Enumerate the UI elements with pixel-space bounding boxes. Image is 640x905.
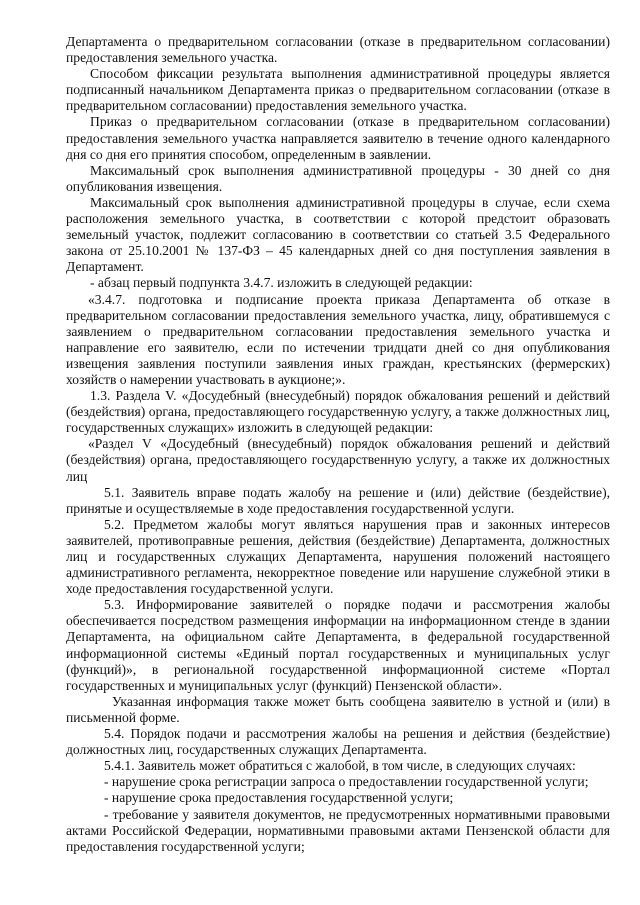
paragraph: Максимальный срок выполнения административной процедуры в случае, если схема расположения земельного участка, в соответствии с которой предстоит образовать земельный участок, подлежит согласованию в соответствии со статьей 3.5 Федерального закона от 25.10.2001 № 137-ФЗ – 45 календарных дней со дня поступления заявления в Департамент. bbox=[66, 194, 610, 275]
paragraph: Способом фиксации результата выполнения административной процедуры является подписанный начальником Департамента приказ о предварительном согласовании (отказе в предварительном согласовании) предоставления земельного участка. bbox=[66, 66, 610, 114]
paragraph: Указанная информация также может быть сообщена заявителю в устной и (или) в письменной форме. bbox=[66, 693, 610, 725]
paragraph: 5.4. Порядок подачи и рассмотрения жалобы на решения и действия (бездействие) должностных лиц, государственных служащих Департамента. bbox=[66, 726, 610, 758]
paragraph: 5.3. Информирование заявителей о порядке подачи и рассмотрения жалобы обеспечивается посредством размещения информации на информационном стенде в здании Департамента, на официальном сайте Департамента, в федеральной государственной информационной системы «Единый портал государственных и муниципальных услуг (функций)», в региональной государственной информационной системе «Портал государственных и муниципальных услуг (функций) Пензенской области». bbox=[66, 597, 610, 693]
paragraph: - нарушение срока предоставления государственной услуги; bbox=[104, 790, 454, 806]
paragraph: 1.3. Раздела V. «Досудебный (внесудебный) порядок обжалования решений и действий (бездействия) органа, предоставляющего государственную услугу, а также должностных лиц, государственных служащих» изложить в следующей редакции: bbox=[66, 388, 610, 436]
paragraph: - абзац первый подпункта 3.4.7. изложить в следующей редакции: bbox=[90, 275, 473, 291]
paragraph: 5.4.1. Заявитель может обратиться с жалобой, в том числе, в следующих случаях: bbox=[104, 758, 576, 774]
document-page bbox=[66, 34, 610, 855]
paragraph: 5.1. Заявитель вправе подать жалобу на решение и (или) действие (бездействие), принятые и осуществляемые в ходе предоставления государственной услуги. bbox=[66, 484, 610, 516]
paragraph: «3.4.7. подготовка и подписание проекта приказа Департамента об отказе в предварительном согласовании предоставления земельного участка, лицу, обратившемуся с заявлением о предварительном согласовании предоставления земельного участка и направление его заявителю, если по истечении тридцати дней со дня опубликования извещения заявления поступили заявления иных граждан, крестьянских (фермерских) хозяйств о намерении участвовать в аукционе;». bbox=[66, 291, 610, 387]
paragraph: «Раздел V «Досудебный (внесудебный) порядок обжалования решений и действий (бездействия) органа, предоставляющего государственную услугу, а также их должностных лиц bbox=[66, 436, 610, 484]
paragraph: 5.2. Предметом жалобы могут являться нарушения прав и законных интересов заявителей, противоправные решения, действия (бездействие) Департамента, должностных лиц и государственных служащих Департамента, нарушения положений настоящего административного регламента, некорректное поведение или нарушение служебной этики в ходе предоставления государственной услуги. bbox=[66, 516, 610, 597]
paragraph: Приказ о предварительном согласовании (отказе в предварительном согласовании) предоставления земельного участка направляется заявителю в течение одного календарного дня со дня его принятия способом, определенным в заявлении. bbox=[66, 114, 610, 162]
paragraph: - нарушение срока регистрации запроса о предоставлении государственной услуги; bbox=[104, 774, 589, 790]
paragraph: - требование у заявителя документов, не предусмотренных нормативными правовыми актами Российской Федерации, нормативными правовыми актами Пензенской области для предоставления государственной услуги; bbox=[66, 806, 610, 854]
paragraph: Максимальный срок выполнения административной процедуры - 30 дней со дня опубликования извещения. bbox=[66, 162, 610, 194]
paragraph: Департамента о предварительном согласовании (отказе в предварительном согласовании) предоставления земельного участка. bbox=[66, 34, 610, 66]
